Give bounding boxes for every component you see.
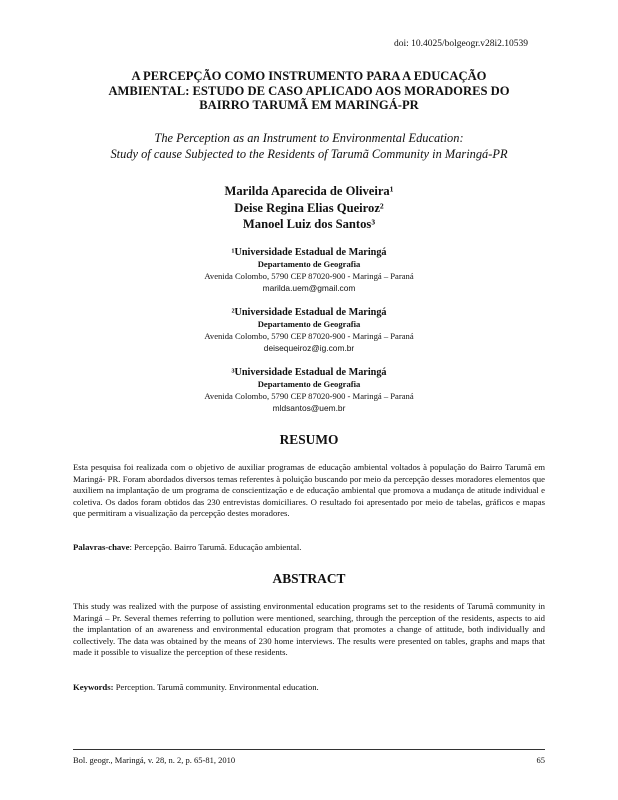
affiliation-email: deisequeiroz@ig.com.br bbox=[263, 343, 355, 353]
affiliation bbox=[60, 367, 558, 414]
author: Marilda Aparecida de Oliveira¹ bbox=[224, 184, 394, 198]
affiliation-university: ²Universidade Estadual de Maringá bbox=[231, 307, 387, 318]
keywords-value: : Percepção. Bairro Tarumã. Educação ambiental. bbox=[129, 542, 302, 552]
paper-title bbox=[60, 69, 558, 113]
affiliation-university: ¹Universidade Estadual de Maringá bbox=[231, 247, 387, 258]
page-number: 65 bbox=[536, 755, 545, 765]
resumo-heading: RESUMO bbox=[279, 432, 339, 447]
page-footer bbox=[73, 755, 545, 765]
author: Deise Regina Elias Queiroz² bbox=[234, 200, 384, 215]
footer-citation: Bol. geogr., Maringá, v. 28, n. 2, p. 65-81, 2010 bbox=[73, 755, 236, 765]
affiliation bbox=[60, 307, 558, 354]
affiliation-department: Departamento de Geografia bbox=[257, 259, 361, 269]
author-list bbox=[60, 183, 558, 233]
resumo-keywords bbox=[73, 542, 545, 554]
resumo-text: Esta pesquisa foi realizada com o objetivo de auxiliar programas de educação ambiental voltados à população do Bairro Tarumã em Maringá- PR. Foram abordados diversos temas referentes à poluição buscando por meio da percepção desses moradores elementos que auxiliem na implantação de um programa de conscientização e de educação ambiental que promova a mudança de atitude individual e coletiva. Os dados foram obtidos das 230 entrevistas domiciliares. O resultado foi apresentado por meio de tabelas, gráficos e mapas que permitiram a visualização da percepção destes moradores. bbox=[73, 462, 545, 519]
abstract-text: This study was realized with the purpose of assisting environmental education programs set to the residents of Tarumã community in Maringá – Pr. Several themes referring to pollution were mentioned, searching, through the perception of the residents, aspects to aid the implantation of an awareness and environmental education program that promotes a change of attitude, both individually and collectively. The data was obtained by the means of 230 home interviews. The results were presented on tables, graphs and maps that made it possible to visualize the perception of these residents. bbox=[73, 601, 545, 658]
affiliation-address: Avenida Colombo, 5790 CEP 87020-900 - Maringá – Paraná bbox=[204, 271, 414, 281]
footer-divider bbox=[73, 749, 545, 750]
affiliation-university: ³Universidade Estadual de Maringá bbox=[231, 367, 387, 378]
title-line: BAIRRO TARUMÃ EM MARINGÁ-PR bbox=[199, 98, 419, 112]
title-line: A PERCEPÇÃO COMO INSTRUMENTO PARA A EDUCAÇÃO bbox=[131, 69, 487, 83]
affiliation-department: Departamento de Geografia bbox=[257, 379, 361, 389]
keywords-label: Keywords: bbox=[73, 682, 114, 692]
keywords-label: Palavras-chave bbox=[73, 542, 130, 552]
affiliation bbox=[60, 247, 558, 294]
english-title bbox=[50, 130, 568, 162]
affiliation-address: Avenida Colombo, 5790 CEP 87020-900 - Maringá – Paraná bbox=[204, 331, 414, 341]
english-title-line: The Perception as an Instrument to Environmental Education: bbox=[154, 131, 464, 145]
abstract-heading: ABSTRACT bbox=[272, 571, 346, 586]
keywords-value: Perception. Tarumã community. Environmental education. bbox=[113, 682, 319, 692]
title-line: AMBIENTAL: ESTUDO DE CASO APLICADO AOS MORADORES DO bbox=[108, 83, 510, 98]
abstract-keywords bbox=[73, 682, 545, 694]
affiliation-address: Avenida Colombo, 5790 CEP 87020-900 - Maringá – Paraná bbox=[204, 391, 414, 401]
affiliation-email: marilda.uem@gmail.com bbox=[262, 283, 356, 293]
affiliation-email: mldsantos@uem.br bbox=[272, 403, 346, 413]
doi: doi: 10.4025/bolgeogr.v28i2.10539 bbox=[393, 39, 528, 49]
english-title-line: Study of cause Subjected to the Residents of Tarumã Community in Maringá-PR bbox=[110, 147, 508, 161]
author: Manoel Luiz dos Santos³ bbox=[242, 217, 376, 231]
affiliation-department: Departamento de Geografia bbox=[257, 319, 361, 329]
